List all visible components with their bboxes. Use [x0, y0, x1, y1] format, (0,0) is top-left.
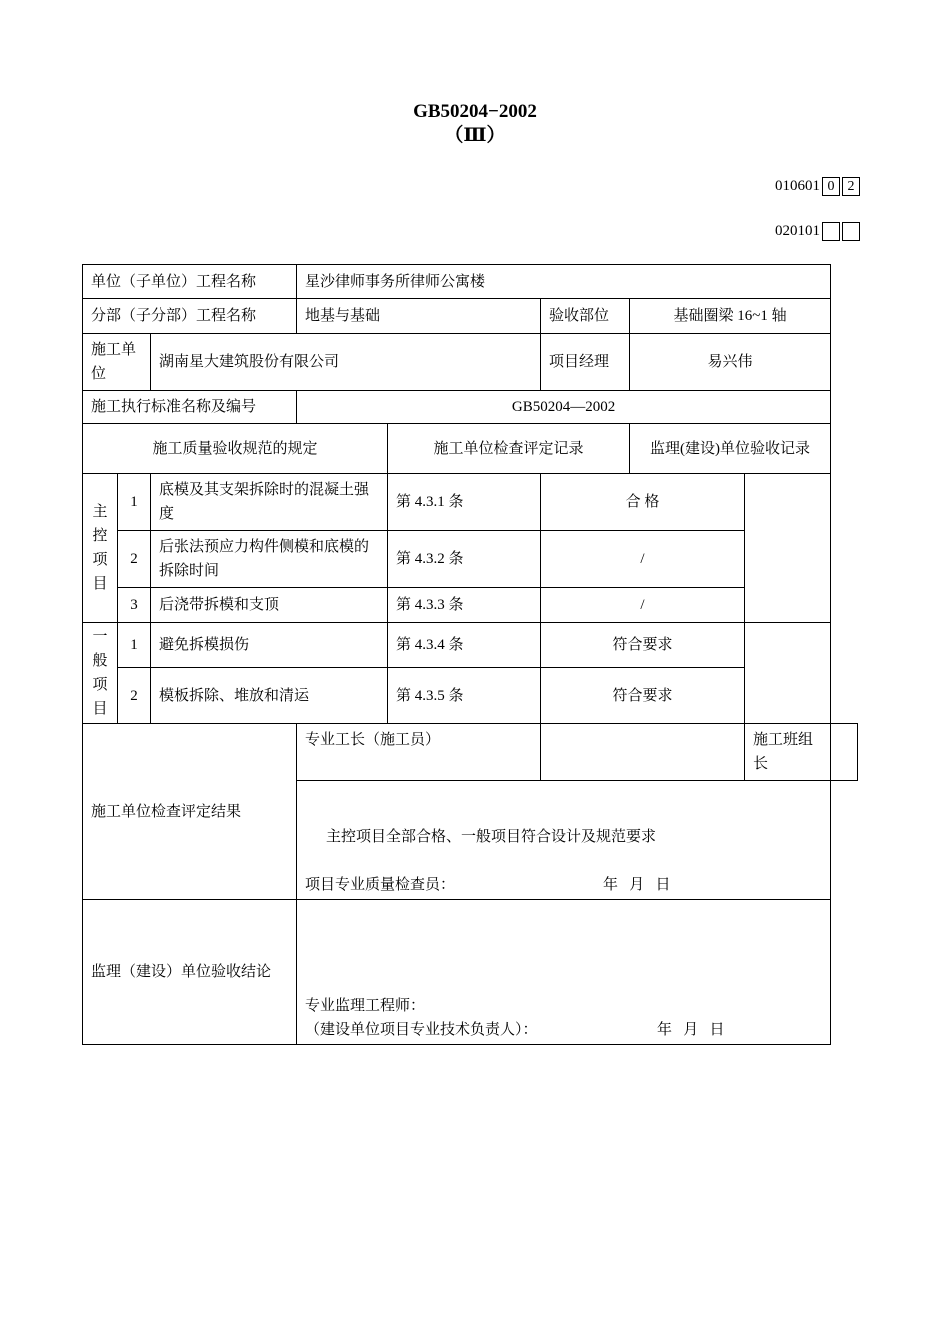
- item-number: 3: [118, 588, 151, 623]
- item-clause: 第 4.3.5 条: [388, 668, 541, 724]
- form-code-1: [775, 176, 860, 196]
- location-label: 验收部位: [541, 299, 630, 334]
- form-code-2: [775, 221, 860, 241]
- foreman-label: 专业工长（施工员）: [297, 724, 541, 781]
- supervisor-engineer-label: 专业监理工程师：: [305, 998, 426, 1014]
- division-row: [83, 299, 858, 334]
- foreman-value[interactable]: [541, 724, 745, 781]
- manager-value[interactable]: 易兴伟: [630, 334, 831, 391]
- item-result[interactable]: /: [541, 531, 745, 588]
- inspection-date: 年 月 日: [603, 877, 671, 893]
- table-row: [83, 623, 858, 668]
- supervisor-column-header: 监理(建设)单位验收记录: [630, 424, 831, 474]
- inspector-label: 项目专业质量检查员：: [305, 877, 456, 893]
- item-result[interactable]: 合 格: [541, 474, 745, 531]
- item-result[interactable]: /: [541, 588, 745, 623]
- form-code-box[interactable]: [822, 222, 840, 241]
- item-description: 避免拆模损伤: [151, 623, 388, 668]
- division-label: 分部（子分部）工程名称: [83, 299, 297, 334]
- form-code-box[interactable]: [842, 222, 860, 241]
- owner-representative-label: （建设单位项目专业技术负责人）：: [305, 1022, 538, 1038]
- contractor-conclusion-text: 主控项目全部合格、一般项目符合设计及规范要求: [326, 829, 657, 845]
- division-value[interactable]: 地基与基础: [297, 299, 541, 334]
- contractor-row: [83, 334, 858, 391]
- item-description: 后张法预应力构件侧模和底模的拆除时间: [151, 531, 388, 588]
- standard-row: [83, 391, 858, 424]
- item-clause: 第 4.3.3 条: [388, 588, 541, 623]
- form-code-box[interactable]: 0: [822, 177, 840, 196]
- location-value[interactable]: 基础圈梁 16~1 轴: [630, 299, 831, 334]
- project-name-value[interactable]: 星沙律师事务所律师公寓楼: [297, 265, 831, 299]
- item-description: 底模及其支架拆除时的混凝土强度: [151, 474, 388, 531]
- item-description: 模板拆除、堆放和清运: [151, 668, 388, 724]
- item-result[interactable]: 符合要求: [541, 668, 745, 724]
- contractor-result-label: 施工单位检查评定结果: [83, 724, 297, 900]
- form-code-box[interactable]: 2: [842, 177, 860, 196]
- item-result[interactable]: 符合要求: [541, 623, 745, 668]
- manager-label: 项目经理: [541, 334, 630, 391]
- spec-column-header: 施工质量验收规范的规定: [83, 424, 388, 474]
- document-title: GB50204−2002: [413, 101, 537, 122]
- general-items-group-label: 一 般 项 目: [83, 623, 118, 724]
- team-leader-label: 施工班组长: [745, 724, 831, 781]
- supervisor-conclusion-row: [83, 900, 858, 1045]
- item-number: 2: [118, 668, 151, 724]
- item-clause: 第 4.3.2 条: [388, 531, 541, 588]
- column-header-row: [83, 424, 858, 474]
- item-clause: 第 4.3.1 条: [388, 474, 541, 531]
- standard-label: 施工执行标准名称及编号: [83, 391, 297, 424]
- record-column-header: 施工单位检查评定记录: [388, 424, 630, 474]
- project-name-row: [83, 265, 858, 299]
- contractor-label: 施工单位: [83, 334, 151, 391]
- item-number: 1: [118, 474, 151, 531]
- main-items-supervisor-record[interactable]: [745, 474, 831, 623]
- form-code-prefix: 020101: [775, 223, 820, 239]
- item-number: 2: [118, 531, 151, 588]
- item-description: 后浇带拆模和支顶: [151, 588, 388, 623]
- supervisor-conclusion-cell[interactable]: [297, 900, 831, 1045]
- contractor-value[interactable]: 湖南星大建筑股份有限公司: [151, 334, 541, 391]
- document-subtitle: （Ⅲ）: [444, 125, 506, 146]
- team-leader-value[interactable]: [831, 724, 858, 781]
- foreman-row: [83, 724, 858, 781]
- form-code-prefix: 010601: [775, 178, 820, 194]
- general-items-supervisor-record[interactable]: [745, 623, 831, 724]
- item-number: 1: [118, 623, 151, 668]
- supervisor-date: 年 月 日: [657, 1022, 725, 1038]
- supervisor-result-label: 监理（建设）单位验收结论: [83, 900, 297, 1045]
- item-clause: 第 4.3.4 条: [388, 623, 541, 668]
- table-row: [83, 588, 858, 623]
- project-name-label: 单位（子单位）工程名称: [83, 265, 297, 299]
- table-row: [83, 474, 858, 531]
- table-row: [83, 668, 858, 724]
- inspection-form-table: [82, 264, 858, 1045]
- contractor-conclusion-cell[interactable]: [297, 781, 831, 900]
- main-items-group-label: 主 控 项 目: [83, 474, 118, 623]
- table-row: [83, 531, 858, 588]
- standard-value[interactable]: GB50204—2002: [297, 391, 831, 424]
